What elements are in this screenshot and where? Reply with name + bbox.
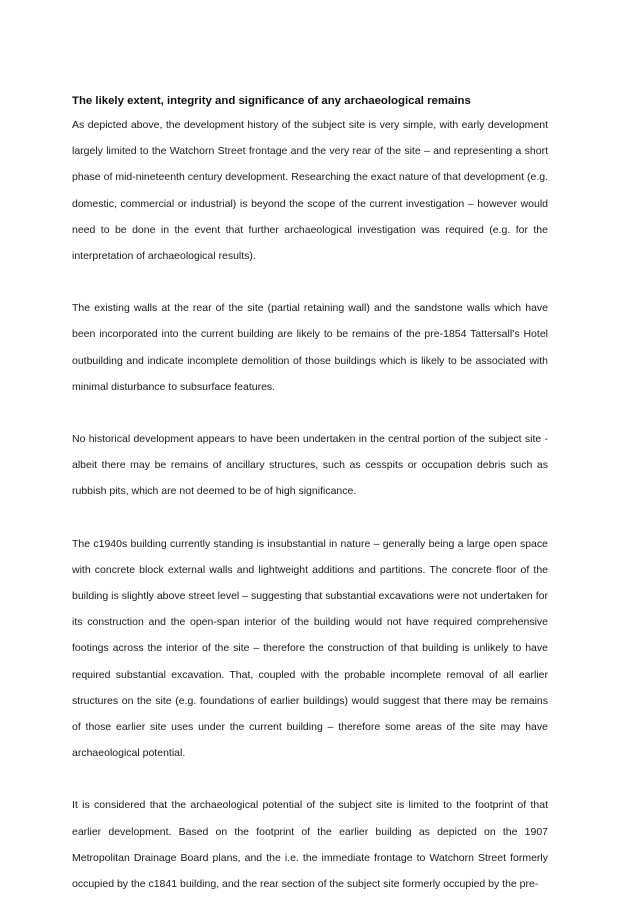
paragraph-archaeological-potential: It is considered that the archaeological potential of the subject site is limited to the footprint of that earlier development. Based on the footprint of the earlier building as depicted on the 1907 Metropolitan Drainage Board plans, and the i.e. the immediate frontage to Watchorn Street formerly occupied by the c1841 building, and the rear section of the subject site formerly occupied by the pre- — [72, 799, 548, 891]
document-page — [72, 94, 548, 897]
paragraph-existing-walls: The existing walls at the rear of the site (partial retaining wall) and the sandstone walls which have been incorporated into the current building are likely to be remains of the pre-1854 Tattersall’s Hotel outbuilding and indicate incomplete demolition of those buildings which is likely to be associated with minimal disturbance to subsurface features. — [72, 302, 548, 393]
paragraph-c1940s-building: The c1940s building currently standing is insubstantial in nature – generally being a large open space with concrete block external walls and lightweight additions and partitions. The concrete floor of the building is slightly above street level – suggesting that substantial excavations were not undertaken for its construction and the open-span interior of the building would not have required comprehensive footings across the interior of the site – therefore the construction of that building is unlikely to have required substantial excavation. That, coupled with the probable incomplete removal of all earlier structures on the site (e.g. foundations of earlier buildings) would suggest that there may be remains of those earlier site uses under the current building – therefore some areas of the site may have archaeological potential. — [72, 537, 548, 760]
paragraph-development-history: As depicted above, the development history of the subject site is very simple, with early development largely limited to the Watchorn Street frontage and the very rear of the site – and representing a short phase of mid-nineteenth century development. Researching the exact nature of that development (e.g. domestic, commercial or industrial) is beyond the scope of the current investigation – however would need to be done in the event that further archaeological investigation was required (e.g. for the interpretation of archaeological results). — [72, 119, 548, 263]
paragraph-central-portion: No historical development appears to have been undertaken in the central portion of the subject site - albeit there may be remains of ancillary structures, such as cesspits or occupation debris such as rubbish pits, which are not deemed to be of high significance. — [72, 433, 548, 498]
section-heading: The likely extent, integrity and significance of any archaeological remains — [72, 95, 471, 107]
